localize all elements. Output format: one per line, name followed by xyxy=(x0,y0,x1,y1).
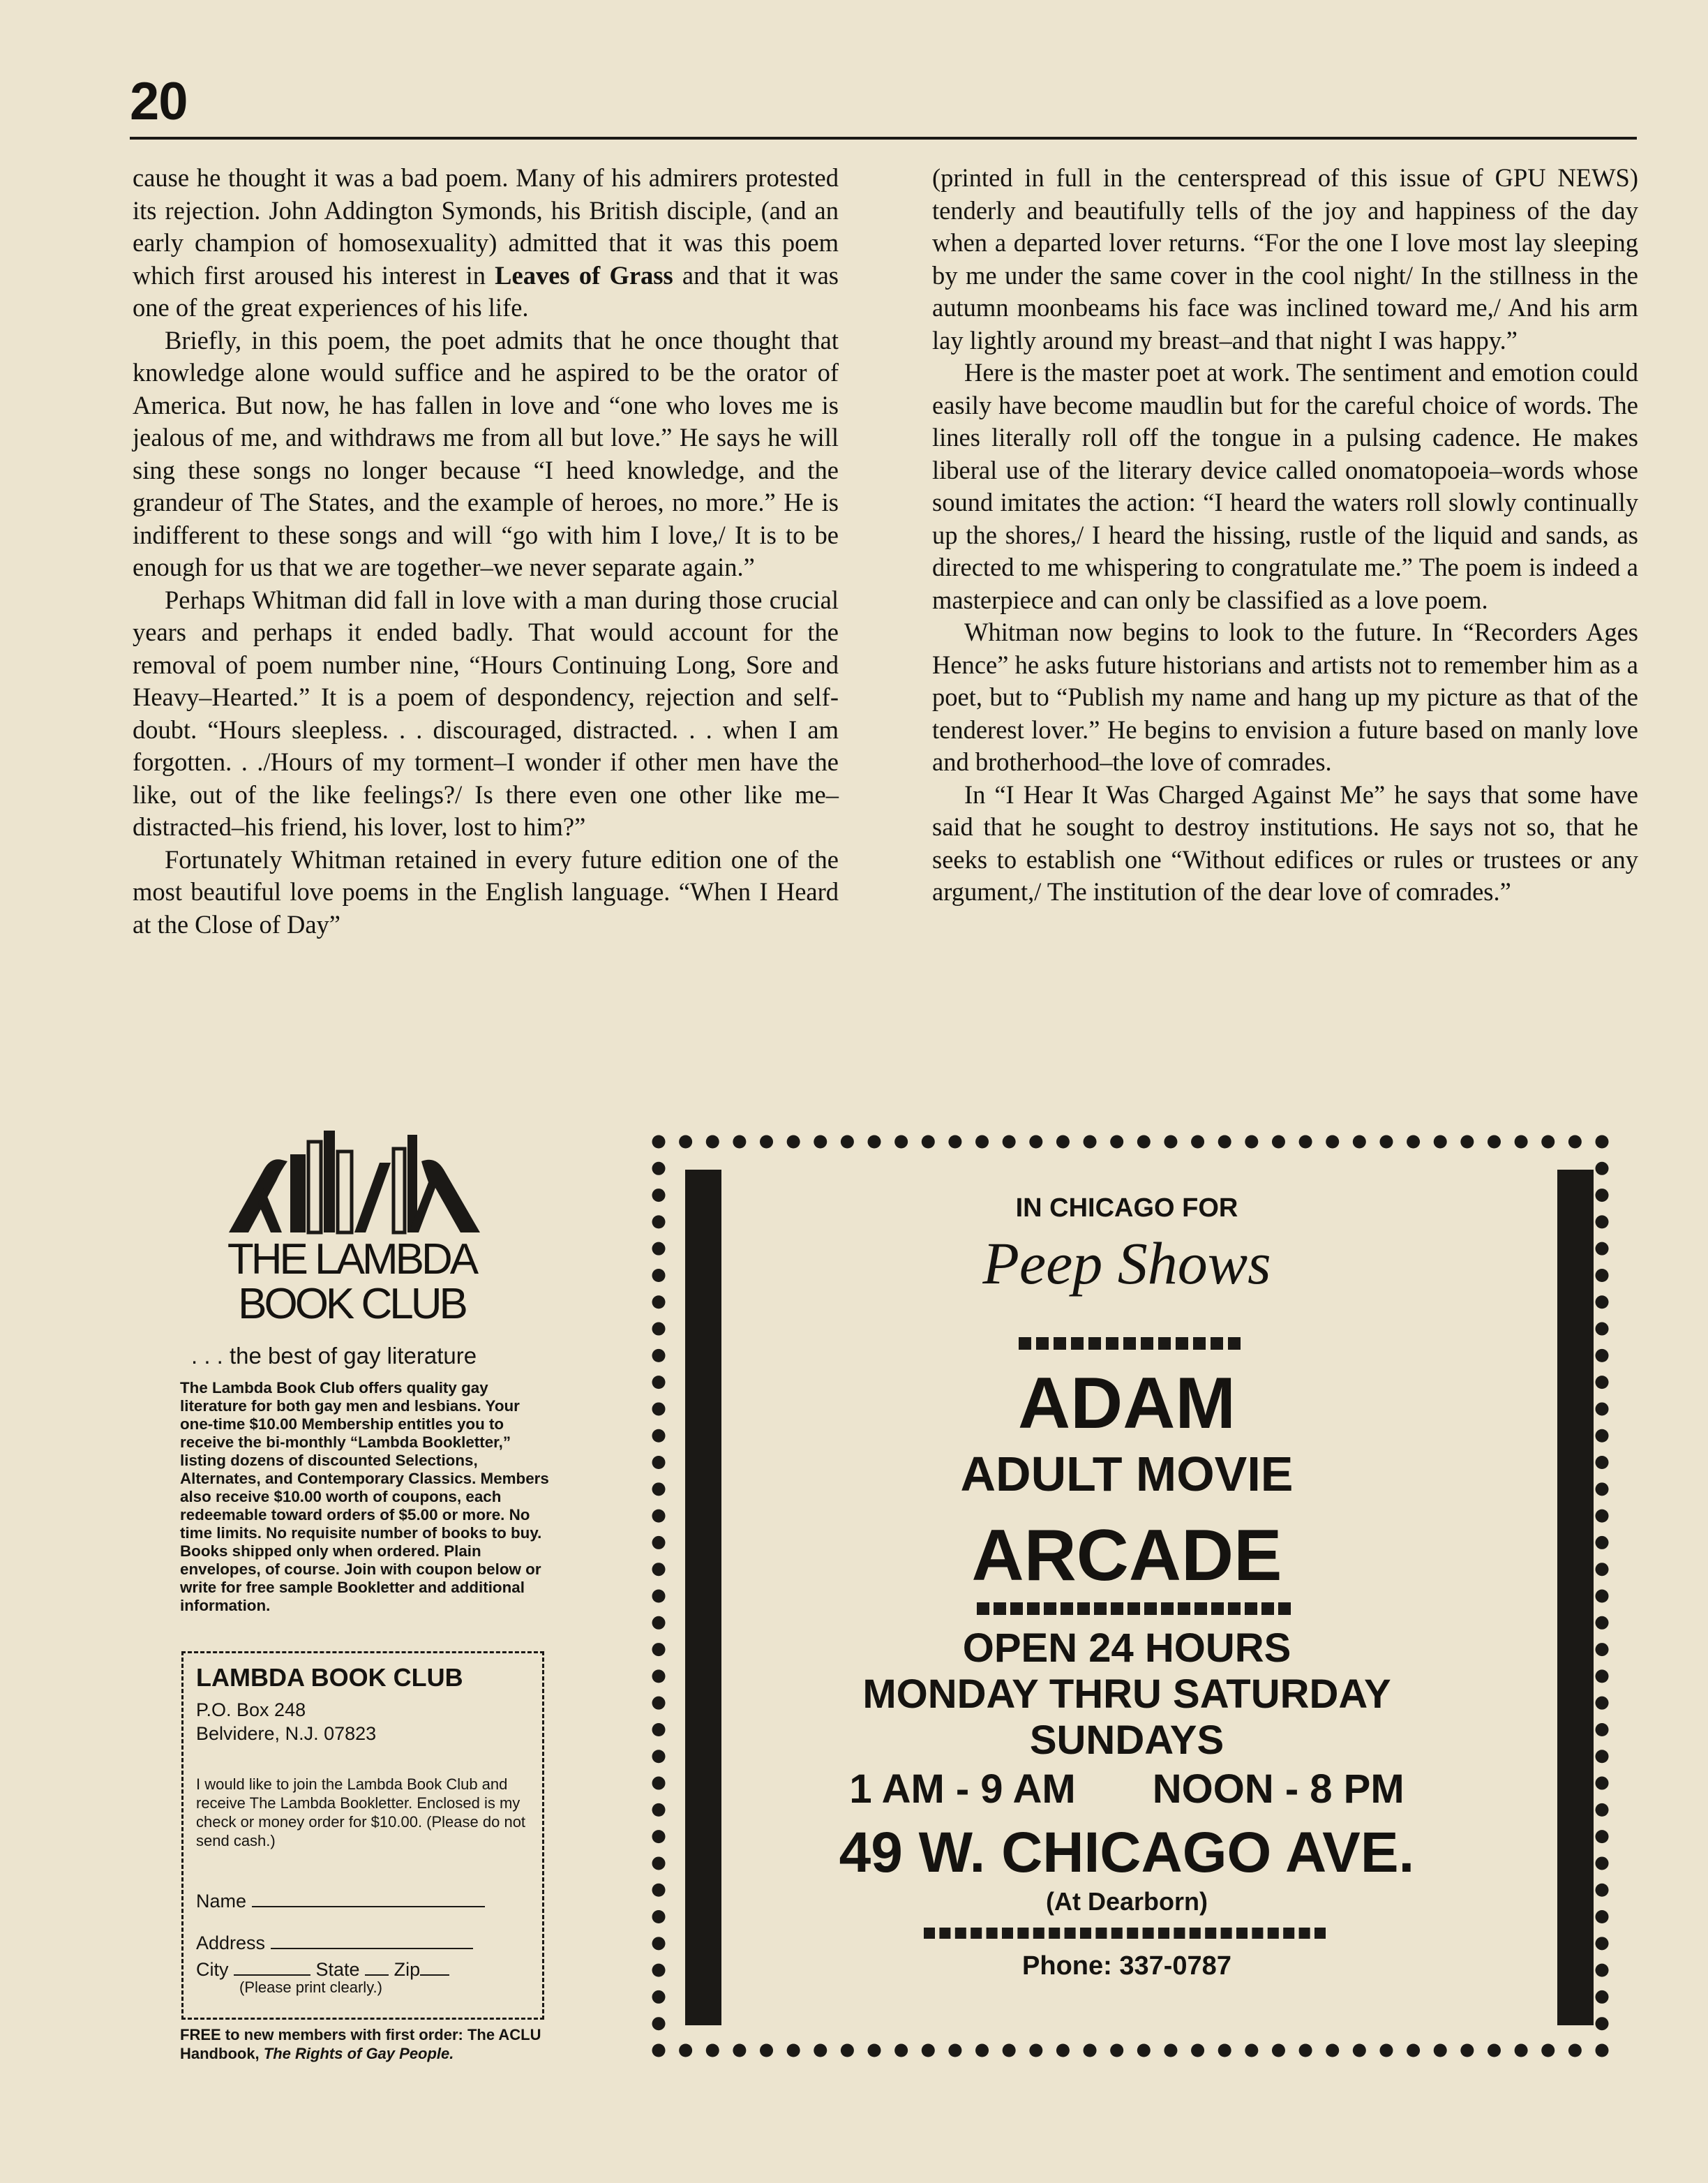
adam-adult-movie: ADULT MOVIE xyxy=(960,1447,1294,1501)
adam-left-bar xyxy=(685,1170,721,2025)
adam-square-rule xyxy=(977,1600,1305,1619)
adam-square-rule xyxy=(924,1925,1342,1944)
adam-name: ADAM xyxy=(1018,1363,1236,1444)
coupon-body: I would like to join the Lambda Book Club and receive The Lambda Bookletter. Enclosed is my check or money order for $10.00. (Please do not send cash.) xyxy=(196,1775,526,1849)
adam-arcade: ARCADE xyxy=(971,1515,1282,1596)
book-title: Leaves of Grass xyxy=(495,260,673,290)
address-line[interactable] xyxy=(271,1948,473,1949)
adam-days-sunday: SUNDAYS xyxy=(1029,1718,1224,1763)
paragraph: Fortunately Whitman retained in every future edition one of the most beautiful love poems in the English language. “When I Heard at the Close of Day” xyxy=(133,844,839,939)
adam-line1: IN CHICAGO FOR xyxy=(1015,1193,1238,1223)
zip-line[interactable] xyxy=(420,1974,449,1976)
adam-phone: Phone: 337-0787 xyxy=(1022,1951,1231,1981)
city-state-zip-field[interactable]: City State Zip xyxy=(196,1959,449,1981)
left-column xyxy=(133,162,839,941)
lambda-book-club-ad xyxy=(177,1121,554,2073)
adam-peep-shows: Peep Shows xyxy=(982,1230,1271,1297)
header-rule xyxy=(130,137,1637,140)
city-line[interactable] xyxy=(234,1974,310,1976)
right-column xyxy=(932,162,1638,909)
coupon-address-line2: Belvidere, N.J. 07823 xyxy=(196,1723,377,1744)
paragraph: Here is the master poet at work. The sentiment and emotion could easily have become maudlin but for the careful choice of words. The lines literally roll off the tongue in a pulsing cadence. He makes liberal use of the literary device called onomatopoeia–words whose sound imitates the action: “I heard the waters roll slowly continually up the shores,/ I heard the hissing, rustle of the liquid and sands, as directed to me whispering to congratulate me.” The poem is indeed a masterpiece and can only be classified as a love poem. xyxy=(932,358,1638,614)
paragraph: Whitman now begins to look to the future. In “Recorders Ages Hence” he asks future historians and artists not to remember him as a poet, but to “Publish my name and hang up my picture as that of the tenderest lover.” He begins to envision a future based on manly love and brotherhood–the love of comrades. xyxy=(932,618,1638,776)
lambda-free-offer: FREE to new members with first order: The ACLU Handbook, The Rights of Gay People. xyxy=(180,2026,541,2062)
coupon-address-line1: P.O. Box 248 xyxy=(196,1699,306,1720)
adam-days-weekday: MONDAY THRU SATURDAY xyxy=(862,1671,1391,1717)
state-line[interactable] xyxy=(365,1974,389,1976)
paragraph: Perhaps Whitman did fall in love with a man during those crucial years and perhaps it ended badly. That would account for the removal of poem number nine, “Hours Continuing Long, Sore and Heavy–Hearted.” It is a poem of despondency, rejection and self-doubt. “Hours sleepless. . . discouraged, distracted. . . when I am forgotten. . ./Hours of my torment–I wonder if other men have the like, out of the like feelings?/ Is there even one other like me–distracted–his friend, his lover, lost to him?” xyxy=(133,585,839,841)
lambda-tagline: . . . the best of gay literature xyxy=(191,1343,477,1369)
adam-open-hours: OPEN 24 HOURS xyxy=(962,1625,1291,1671)
adam-right-bar xyxy=(1557,1170,1594,2025)
lambda-brand-line1: THE LAMBDA xyxy=(227,1235,477,1283)
free-book-title: The Rights of Gay People. xyxy=(263,2045,454,2062)
lambda-blurb: The Lambda Book Club offers quality gay literature for both gay men and lesbians. Your one-time $10.00 Membership entitles you to receive the bi-monthly “Lambda Bookletter,” listing dozens of discounted Selections, Alternates, and Contemporary Classics. Members also receive $10.00 worth of coupons, each redeemable toward orders of $5.00 or more. No time limits. No requisite number of books to buy. Books shipped only when ordered. Plain envelopes, of course. Join with coupon below or write for free sample Bookletter and additional information. xyxy=(180,1379,549,1614)
lambda-coupon xyxy=(181,1651,544,2020)
lambda-brand-line2: BOOK CLUB xyxy=(238,1280,465,1328)
paragraph: (printed in full in the centerspread of this issue of GPU NEWS) tenderly and beautifully tells of the joy and happiness of the day when a departed lover returns. “For the one I love most lay sleeping by me under the same cover in the cool night/ In the stillness in the autumn moonbeams his face was inclined toward me,/ And his arm lay lightly around my breast–and that night I was happy.” xyxy=(932,163,1638,355)
page-number: 20 xyxy=(130,72,188,131)
lambda-books-logo-icon xyxy=(215,1121,494,1239)
address-field[interactable]: Address xyxy=(196,1932,473,1954)
name-field[interactable]: Name xyxy=(196,1891,485,1912)
adam-square-rule xyxy=(1019,1334,1249,1354)
paragraph: In “I Hear It Was Charged Against Me” he says that some have said that he sought to destroy institutions. He says not so, that he seeks to establish one “Without edifices or rules or trustees or any argument,/ The institution of the dear love of comrades.” xyxy=(932,780,1638,906)
name-line[interactable] xyxy=(252,1906,485,1907)
coupon-title: LAMBDA BOOK CLUB xyxy=(196,1663,463,1692)
paragraph: Briefly, in this poem, the poet admits that he once thought that knowledge alone would suffice and he aspired to be the orator of America. But now, he has fallen in love and “one who loves me is jealous of me, and withdraws me from all but love.” He says he will sing these songs no longer because “I heed knowledge, and the grandeur of The States, and the example of heroes, no more.” He is indifferent to these songs and will “go with him I love,/ It is to be enough for us that we are together–we never separate again.” xyxy=(133,325,839,581)
paragraph: cause he thought it was a bad poem. Many of his admirers protested its rejection. John Addington Symonds, his British disciple, (and an early champion of homosexuality) admitted that it was this poem which first aroused his interest in Leaves of Grass and that it was one of the great experiences of his life. xyxy=(133,163,839,322)
adam-address: 49 W. CHICAGO AVE. xyxy=(839,1821,1415,1884)
adam-cross-street: (At Dearborn) xyxy=(1046,1887,1208,1916)
print-clearly-note: (Please print clearly.) xyxy=(239,1979,382,1996)
adam-times: 1 AM - 9 AM NOON - 8 PM xyxy=(849,1766,1404,1812)
